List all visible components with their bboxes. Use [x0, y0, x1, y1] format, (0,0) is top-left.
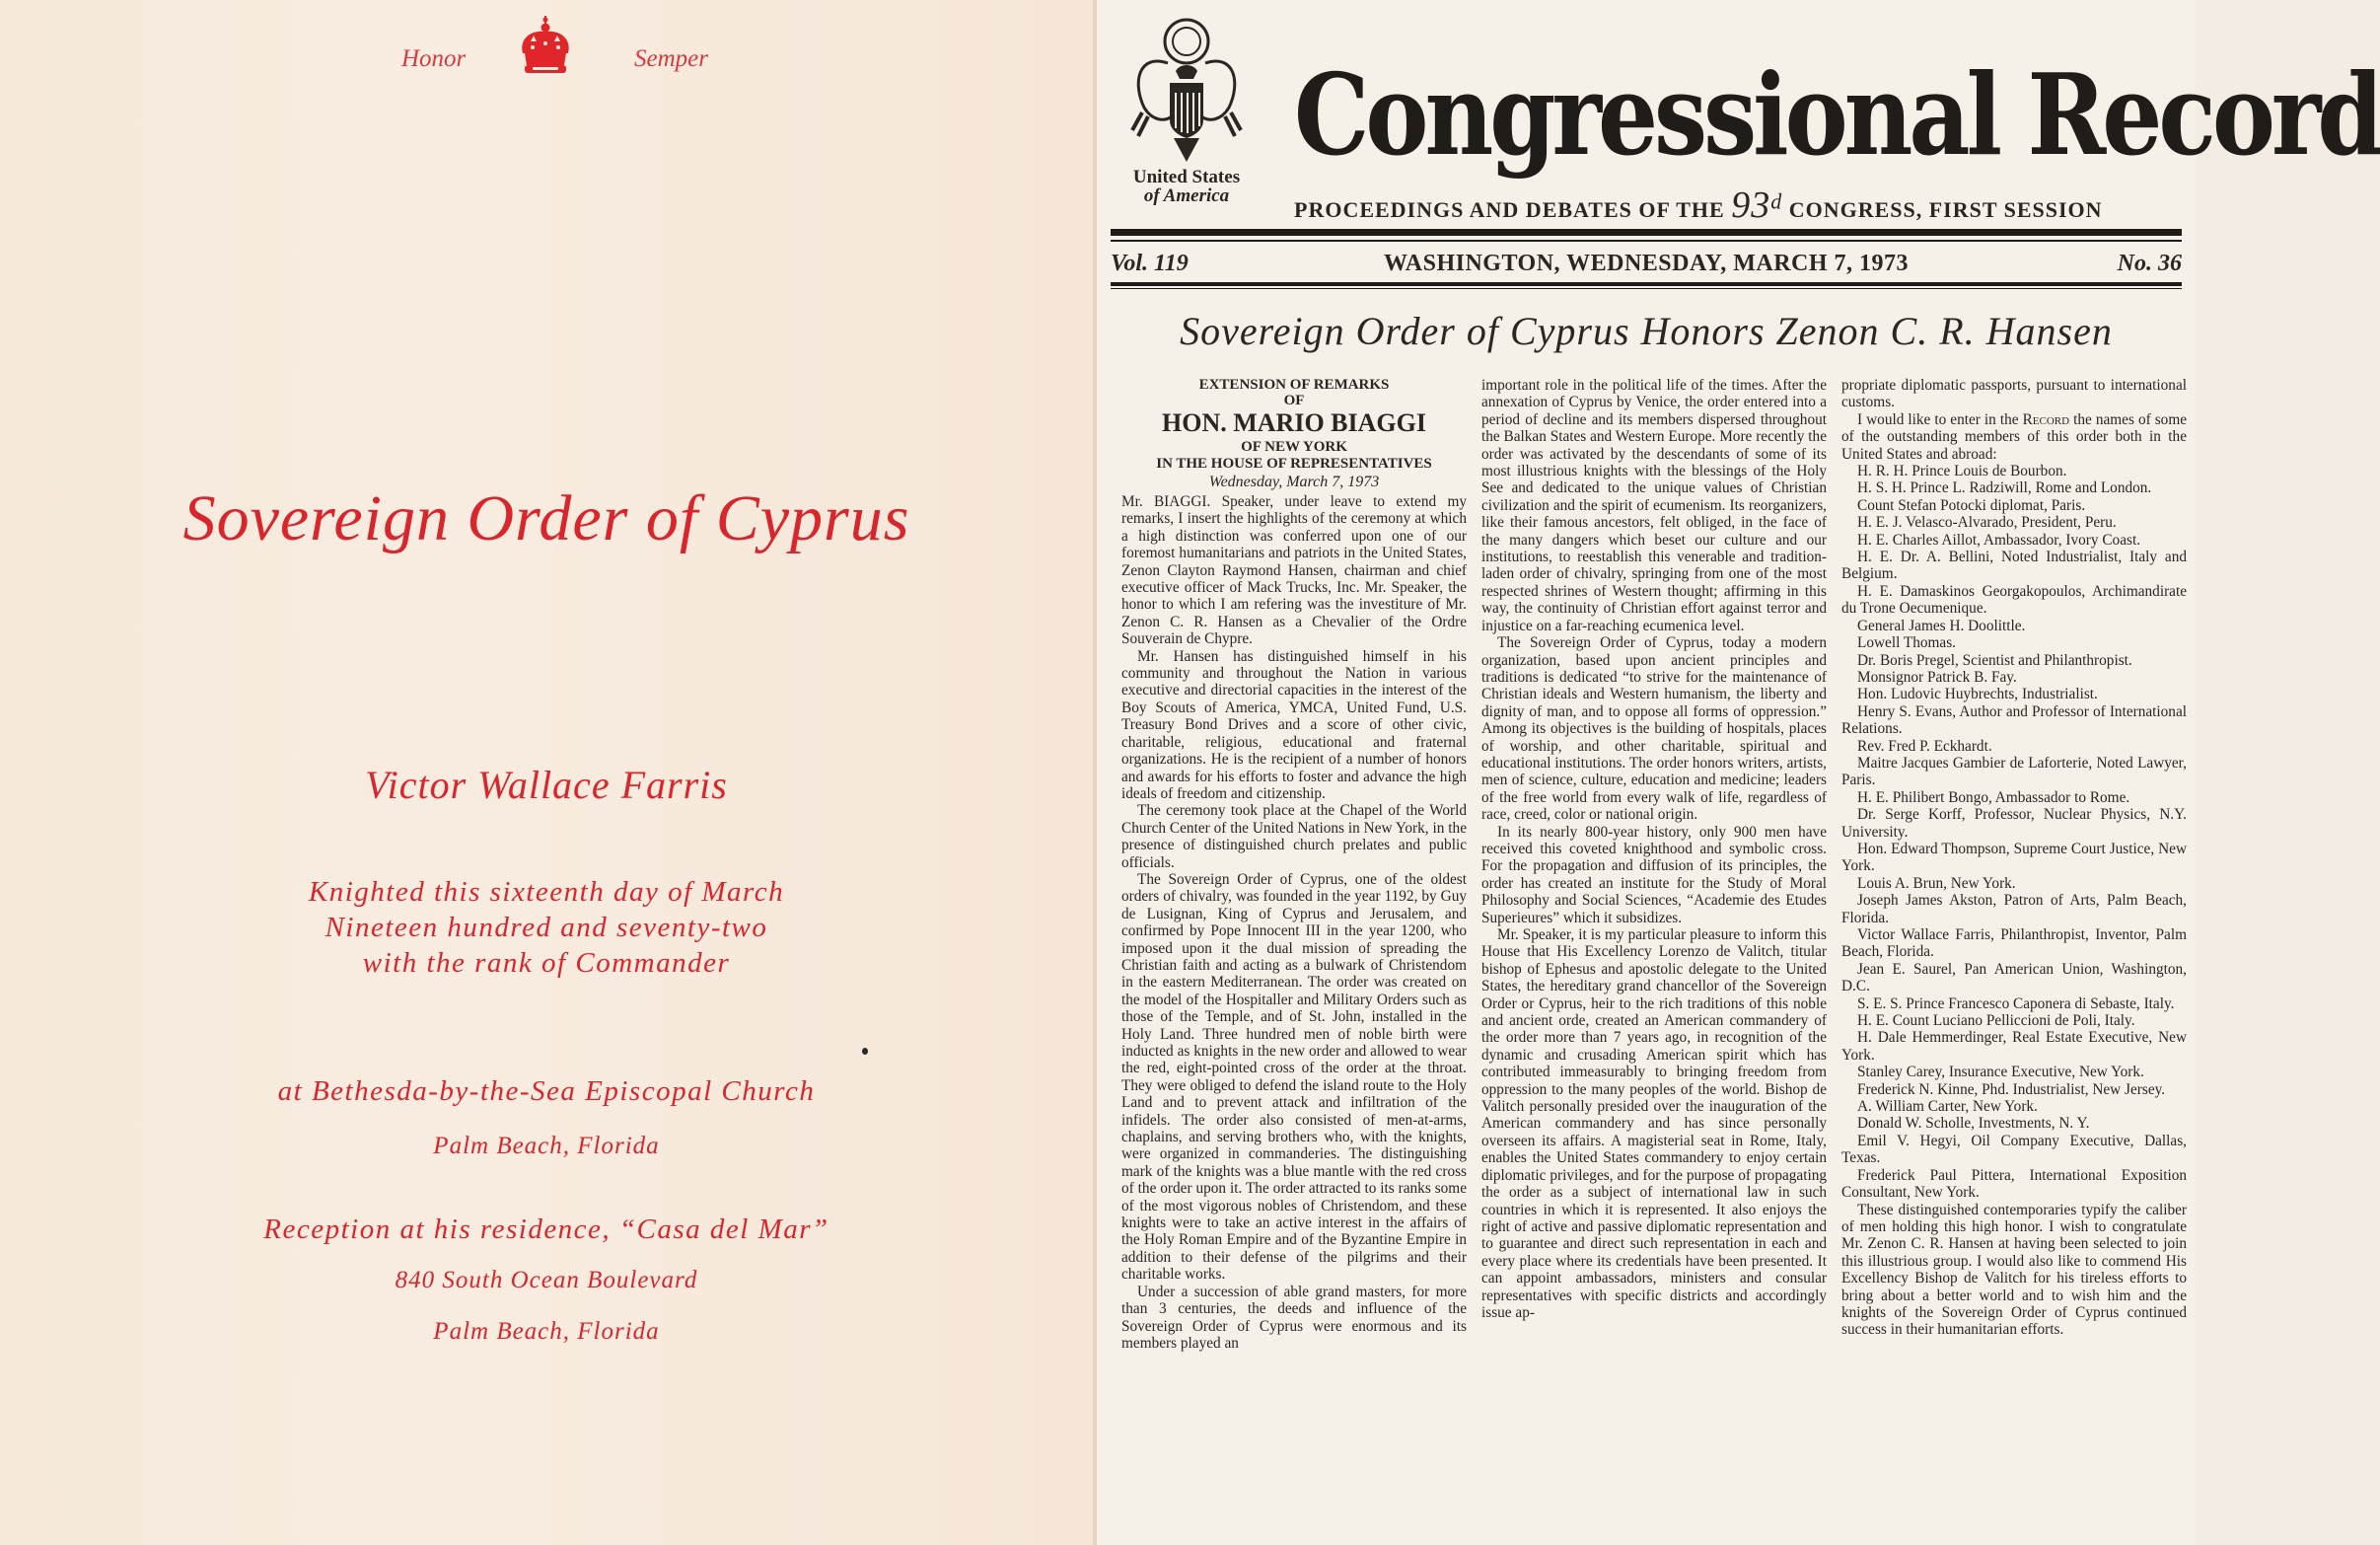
member-list-item: Jean E. Saurel, Pan American Union, Washington, D.C.: [1841, 960, 2187, 995]
emblem-caption: [1109, 168, 1264, 205]
reception-line: Reception at his residence, “Casa del Mar”: [263, 1214, 829, 1245]
member-list-item: H. Dale Hemmerdinger, Real Estate Executive, New York.: [1841, 1029, 2187, 1064]
proceedings-line: [1294, 184, 2182, 227]
reception-city: Palm Beach, Florida: [433, 1318, 660, 1345]
great-seal-eagle-icon: [1128, 14, 1245, 167]
knighted-line-2: Nineteen hundred and seventy-two: [325, 912, 768, 943]
member-list-item: Rev. Fred P. Eckhardt.: [1857, 737, 1992, 755]
member-list-item: Victor Wallace Farris, Philanthropist, Inventor, Palm Beach, Florida.: [1841, 926, 2187, 961]
reception-address: 840 South Ocean Boulevard: [395, 1267, 698, 1293]
member-list: [1841, 463, 2187, 1201]
certificate-page: [0, 0, 1093, 1545]
issue-number: No. 36: [2117, 251, 2182, 276]
article-column-1: [1121, 377, 1467, 1352]
member-list-item: H. E. Dr. A. Bellini, Noted Industrialist, Italy and Belgium.: [1841, 549, 2187, 583]
remarks-header-line-2: OF: [1283, 393, 1305, 408]
ceremony-city: Palm Beach, Florida: [433, 1133, 660, 1159]
ink-speck: [862, 1048, 868, 1055]
masthead-rule-bottom-thin: [1111, 288, 2182, 289]
member-list-item: S. E. S. Prince Francesco Caponera di Sebaste, Italy.: [1857, 994, 2175, 1012]
congressional-record-page: [1097, 0, 2380, 1545]
paragraph: The Sovereign Order of Cyprus, one of the oldest orders of chivalry, was founded in the year 1192, by Guy de Lusignan, King of Cyprus and Jerusalem, and confirmed by Pope Innocent III in the year 1200, who imposed upon it the dual mission of spreading the Christian faith and acting as a bulwark of Christendom in the eastern Mediterranean. The order was created on the model of the Hospitaller and Military Orders such as those of the Temple, and of St. John, installed in the Holy Land. Three hundred men of noble birth were inducted as knights in the new order and allowed to wear the red, eight-pointed cross of the order at the throat. They were obliged to defend the island route to the Holy Land and to prevent attack and infiltration of the infidels. The order also consisted of men-at-arms, chaplains, and serving brothers who, with the knights, were organized in commanderies. The distinguishing mark of the knights was a blue mantle with the red cross of the order upon it. The order attracted to its ranks some of the most vigorous nobles of Christendom, and these knights were to take an active interest in the affairs of the Holy Roman Empire and of the Byzantine Empire in addition to their defense of the pilgrims and their charitable works.: [1121, 870, 1467, 1284]
remarks-header-line-1: EXTENSION OF REMARKS: [1198, 377, 1390, 393]
knighted-line-3: with the rank of Commander: [362, 947, 731, 979]
member-list-item: Frederick N. Kinne, Phd. Industrialist, New Jersey.: [1857, 1080, 2166, 1098]
member-list-item: H. E. Charles Aillot, Ambassador, Ivory Coast.: [1857, 531, 2141, 549]
dateline: WASHINGTON, WEDNESDAY, MARCH 7, 1973: [1383, 251, 1910, 276]
proceedings-post: CONGRESS, FIRST SESSION: [1788, 197, 2103, 222]
article-headline: Sovereign Order of Cyprus Honors Zenon C. R. Hansen: [1180, 309, 2113, 353]
member-list-item: A. William Carter, New York.: [1857, 1098, 2038, 1116]
lead-post: the names of some of the outstanding members of this order both in the United States and abroad:: [1841, 410, 2188, 463]
record-word: Record: [2022, 410, 2070, 428]
volume-number: Vol. 119: [1111, 251, 1189, 276]
congress-suffix: d: [1770, 188, 1783, 214]
motto-right: Semper: [634, 45, 708, 72]
chamber: IN THE HOUSE OF REPRESENTATIVES: [1156, 456, 1432, 472]
member-list-item: Hon. Ludovic Huybrechts, Industrialist.: [1857, 686, 2098, 703]
paragraph: In its nearly 800-year history, only 900 men have received this coveted knighthood and symbolic cross. For the propagation and diffusion of its principles, the order has created an institute for the Study of Moral Philosophy and Social Sciences, “Academie des Etudes Superieures” which it subsidizes.: [1481, 823, 1827, 926]
member-list-item: H. S. H. Prince L. Radziwill, Rome and London.: [1857, 479, 2152, 497]
member-list-item: Lowell Thomas.: [1857, 634, 1956, 652]
member-list-item: Hon. Edward Thompson, Supreme Court Justice, New York.: [1841, 840, 2187, 875]
member-list-item: General James H. Doolittle.: [1857, 617, 2026, 634]
member-list-item: H. E. Count Luciano Pelliccioni de Poli, Italy.: [1857, 1012, 2135, 1030]
member-list-item: Emil V. Hegyi, Oil Company Executive, Dallas, Texas.: [1841, 1132, 2187, 1167]
masthead-rule-top: [1111, 229, 2182, 236]
honoree-name: Victor Wallace Farris: [365, 763, 728, 807]
member-list-item: H. E. J. Velasco-Alvarado, President, Peru.: [1857, 514, 2117, 532]
paragraph: The ceremony took place at the Chapel of the World Church Center of the United Nations in New York, in the presence of distinguished church prelates and public officials.: [1121, 802, 1467, 871]
member-list-item: Frederick Paul Pittera, International Exposition Consultant, New York.: [1841, 1166, 2187, 1202]
proceedings-pre: PROCEEDINGS AND DEBATES OF THE: [1294, 197, 1725, 222]
member-name: HON. MARIO BIAGGI: [1162, 408, 1426, 437]
knighted-line-1: Knighted this sixteenth day of March: [308, 876, 785, 908]
member-list-item: Stanley Carey, Insurance Executive, New York.: [1857, 1064, 2144, 1081]
member-list-item: H. R. H. Prince Louis de Bourbon.: [1857, 463, 2067, 480]
member-list-item: Joseph James Akston, Patron of Arts, Palm Beach, Florida.: [1841, 892, 2187, 926]
member-list-item: Donald W. Scholle, Investments, N. Y.: [1857, 1115, 2090, 1133]
member-list-item: Count Stefan Potocki diplomat, Paris.: [1857, 496, 2086, 514]
paragraph: Under a succession of able grand masters, for more than 3 centuries, the deeds and influence of the Sovereign Order of Cyprus were enormous and its members played an: [1121, 1283, 1467, 1352]
member-list-item: Louis A. Brun, New York.: [1857, 874, 2016, 892]
remarks-date: Wednesday, March 7, 1973: [1208, 474, 1380, 490]
member-list-item: Dr. Serge Korff, Professor, Nuclear Physics, N.Y. University.: [1841, 806, 2187, 841]
paragraph: The Sovereign Order of Cyprus, today a modern organization, based upon ancient principles and traditions is dedicated “to strive for the maintenance of Christian ideals and Western humanism, the liberty and dignity of man, and to oppose all forms of oppression.” Among its objectives is the building of hospitals, places of worship, and other charitable, spiritual and educational institutions. The order honors writers, artists, men of science, culture, education and medicine; leaders of the free world from every walk of life, regardless of race, creed, color or national origin.: [1481, 634, 1827, 824]
paragraph: Mr. Hansen has distinguished himself in his community and throughout the Nation in various executive and directorial capacities in the interest of the Boy Scouts of America, YMCA, United Fund, U.S. Treasury Bond Drives and a score of other civic, charitable, religious, educational and fraternal organizations. He is the recipient of a number of honors and awards for his efforts to foster and advance the high ideals of freedom and citizenship.: [1121, 647, 1467, 802]
ceremony-place: at Bethesda-by-the-Sea Episcopal Church: [277, 1075, 816, 1107]
article-column-2: [1481, 377, 1827, 1321]
paragraph: Mr. BIAGGI. Speaker, under leave to extend my remarks, I insert the highlights of the ceremony at which a high distinction was conferred upon one of our foremost humanitarians and patriots in the United States, Zenon Clayton Raymond Hansen, chairman and chief executive officer of Mack Trucks, Inc. Mr. Speaker, the honor to which I am refering was the investiture of Mr. Zenon C. R. Hansen as a Chevalier of the Ordre Souverain de Chypre.: [1121, 493, 1467, 648]
member-list-item: Dr. Boris Pregel, Scientist and Philanthropist.: [1857, 651, 2132, 669]
paragraph: important role in the political life of the times. After the annexation of Cyprus by Venice, the order entered into a period of decline and its members dispersed throughout the Balkan States and Western Europe. More recently the order was activated by the descendants of some of its most illustrious knights with the blessings of the Holy See and dedicated to the unique values of Christian civilization and the spirit of ecumenism. Its reorganizers, like their famous ancestors, felt obliged, in the face of the many dangers which beset our culture and our institutions, to reestablish this venerable and tradition-laden order of chivalry, springing from one of the most respected shrines of Western thought; affirming in this way, the continuity of Christian effort against terror and injustice on a far-reaching ecumenica level.: [1481, 377, 1827, 634]
emblem-caption-line-2: of America: [1143, 185, 1230, 206]
article-column-3: [1841, 377, 2187, 1339]
lead-pre: I would like to enter in the: [1857, 410, 2019, 428]
paragraph: propriate diplomatic passports, pursuant to international customs.: [1841, 377, 2187, 411]
emblem-caption-line-1: United States: [1132, 167, 1241, 187]
member-list-item: H. E. Philibert Bongo, Ambassador to Rome.: [1857, 788, 2130, 806]
member-list-item: Monsignor Patrick B. Fay.: [1857, 668, 2017, 686]
paragraph-record-lead: [1841, 411, 2187, 463]
remarks-header: [1121, 377, 1467, 491]
crown-icon: [513, 14, 578, 81]
paragraph-closing: These distinguished contemporaries typify the caliber of men holding this high honor. I wish to congratulate Mr. Zenon C. R. Hansen at having been selected to join this illustrious group. I would also like to commend His Excellency Bishop de Valitch for his tireless efforts to bring about a better world and to wish him and the knights of the Sovereign Order of Cyprus continued success in their humanitarian efforts.: [1841, 1201, 2187, 1339]
member-list-item: Henry S. Evans, Author and Professor of International Relations.: [1841, 702, 2187, 738]
masthead-rule-bottom: [1111, 282, 2182, 286]
certificate-title: Sovereign Order of Cyprus: [182, 482, 910, 554]
masthead-title: Congressional Record: [1294, 49, 2380, 182]
member-state: OF NEW YORK: [1241, 439, 1347, 455]
member-list-item: H. E. Damaskinos Georgakopoulos, Archimandirate du Trone Oecumenique.: [1841, 582, 2187, 618]
paragraph: Mr. Speaker, it is my particular pleasure to inform this House that His Excellency Lorenzo de Valitch, titular bishop of Ephesus and apostolic delegate to the United States, the hereditary grand chancellor of the Sovereign Order or Cyprus, heir to the rich traditions of this noble and ancient orde, created an American commandery of the order more than 7 years ago, in recognition of the dynamic and crusading American spirit which has contributed immeasurably to bringing freedom from oppression to the many peoples of the world. Bishop de Valitch personally presided over the inauguration of the American commandery and has since personally overseen its affairs. A magisterial seat in Rome, Italy, enables the United States commandery to enjoy certain diplomatic privileges, and for the purpose of propagating the order as a subject of international law in such countries in which it is represented. It also enjoys the right of active and passive diplomatic representation and to guarantee and direct such representation in each and every place where its credentials have been presented. It can appoint ambassadors, ministers and consular representatives with specific districts and accordingly issue ap-: [1481, 926, 1827, 1321]
masthead-rule-top-thin: [1111, 240, 2182, 242]
congress-number: 93: [1731, 184, 1771, 226]
member-list-item: Maitre Jacques Gambier de Laforterie, Noted Lawyer, Paris.: [1841, 754, 2187, 789]
motto-left: Honor: [401, 45, 467, 72]
